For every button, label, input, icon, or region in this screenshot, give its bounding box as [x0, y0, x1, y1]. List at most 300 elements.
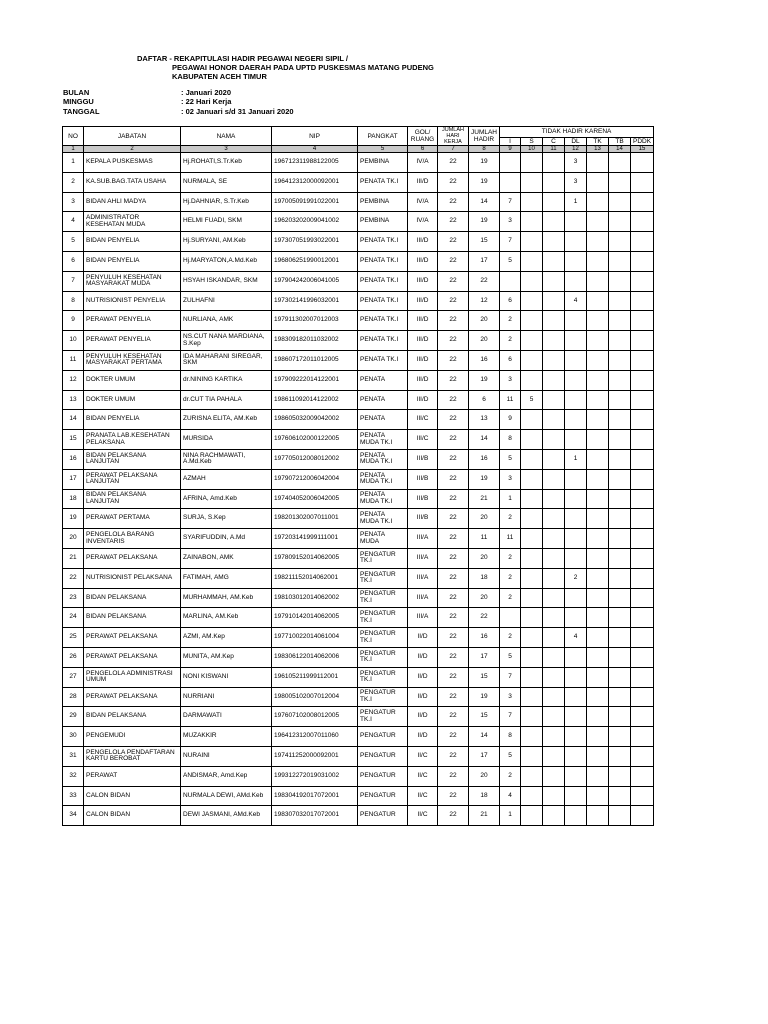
row-pangkat: PENATA MUDA TK.I — [358, 430, 408, 450]
row-nama: MURSIDA — [181, 430, 272, 450]
row-jabatan: PERAWAT PERTAMA — [84, 509, 181, 529]
row-tk — [587, 766, 609, 786]
row-jhk: 22 — [438, 331, 469, 351]
row-s — [521, 687, 543, 707]
row-jabatan: BIDAN PELAKSANA LANJUTAN — [84, 449, 181, 469]
row-nama: MUNITA, AM.Kep — [181, 647, 272, 667]
row-i: 4 — [500, 786, 521, 806]
row-i: 2 — [500, 628, 521, 648]
row-i: 3 — [500, 469, 521, 489]
row-nip: 198611092014122002 — [272, 390, 358, 410]
row-i: 2 — [500, 331, 521, 351]
row-nama: SYARIFUDDIN, A.Md — [181, 529, 272, 549]
row-jabatan: BIDAN AHLI MADYA — [84, 192, 181, 212]
row-no: 31 — [63, 746, 84, 766]
row-nama: NINA RACHMAWATI, A.Md.Keb — [181, 449, 272, 469]
row-no: 4 — [63, 212, 84, 232]
row-no: 21 — [63, 548, 84, 568]
row-dl — [565, 667, 587, 687]
row-jabatan: NUTRISIONIST PENYELIA — [84, 291, 181, 311]
row-nip: 196712311988122005 — [272, 153, 358, 173]
row-nip: 198307032017072001 — [272, 806, 358, 826]
row-jhk: 22 — [438, 390, 469, 410]
row-nip: 196412312000092001 — [272, 172, 358, 192]
meta-row-minggu: MINGGU : 22 Hari Kerja — [63, 97, 232, 107]
row-jhk: 22 — [438, 153, 469, 173]
row-dl: 3 — [565, 153, 587, 173]
row-gol: III/D — [408, 271, 438, 291]
table-row — [63, 232, 654, 252]
row-gol: III/A — [408, 588, 438, 608]
table-row — [63, 449, 654, 469]
row-nip: 196412312007011060 — [272, 727, 358, 747]
row-dl — [565, 251, 587, 271]
row-pddk — [631, 529, 654, 549]
row-gol: IV/A — [408, 153, 438, 173]
row-jabatan: BIDAN PENYELIA — [84, 410, 181, 430]
row-nama: NURMALA DEWI, AMd.Keb — [181, 786, 272, 806]
col-header-no: NO — [63, 127, 84, 146]
row-tb — [609, 667, 631, 687]
row-pddk — [631, 311, 654, 331]
row-i: 6 — [500, 291, 521, 311]
row-nama: NONI KISWANI — [181, 667, 272, 687]
row-gol: III/A — [408, 568, 438, 588]
row-tb — [609, 212, 631, 232]
row-jh: 19 — [469, 687, 500, 707]
row-dl — [565, 232, 587, 252]
row-dl — [565, 311, 587, 331]
row-tk — [587, 232, 609, 252]
row-c — [543, 331, 565, 351]
row-pangkat: PENGATUR TK.I — [358, 588, 408, 608]
row-tb — [609, 647, 631, 667]
row-tk — [587, 548, 609, 568]
row-s — [521, 647, 543, 667]
row-jhk: 22 — [438, 786, 469, 806]
row-nama: Hj.SURYANI, AM.Keb — [181, 232, 272, 252]
row-pangkat: PENGATUR — [358, 746, 408, 766]
row-s — [521, 588, 543, 608]
row-no: 17 — [63, 469, 84, 489]
meta-row-bulan: BULAN : Januari 2020 — [63, 88, 232, 97]
row-gol: III/B — [408, 469, 438, 489]
row-pangkat: PENGATUR TK.I — [358, 568, 408, 588]
row-i: 5 — [500, 251, 521, 271]
row-tk — [587, 489, 609, 509]
row-gol: II/C — [408, 746, 438, 766]
row-dl — [565, 469, 587, 489]
col-header-i: I — [500, 137, 521, 145]
row-nip: 198211152014062001 — [272, 568, 358, 588]
attendance-table — [62, 126, 654, 826]
row-jabatan: PERAWAT — [84, 766, 181, 786]
row-no: 1 — [63, 153, 84, 173]
col-header-jh: JUMLAH HADIR — [469, 127, 500, 146]
row-i: 5 — [500, 746, 521, 766]
row-jabatan: PERAWAT PELAKSANA — [84, 687, 181, 707]
row-pangkat: PENATA MUDA — [358, 529, 408, 549]
row-s — [521, 628, 543, 648]
row-pangkat: PENGATUR — [358, 806, 408, 826]
row-s — [521, 430, 543, 450]
row-jhk: 22 — [438, 608, 469, 628]
row-c — [543, 766, 565, 786]
row-i: 5 — [500, 449, 521, 469]
row-dl — [565, 548, 587, 568]
row-pangkat: PENATA TK.I — [358, 251, 408, 271]
row-jhk: 22 — [438, 806, 469, 826]
row-gol: II/D — [408, 628, 438, 648]
row-jh: 17 — [469, 746, 500, 766]
row-nama: NURMALA, SE — [181, 172, 272, 192]
row-s — [521, 568, 543, 588]
row-jhk: 22 — [438, 430, 469, 450]
row-jhk: 22 — [438, 707, 469, 727]
row-tk — [587, 806, 609, 826]
row-gol: II/C — [408, 766, 438, 786]
row-tb — [609, 291, 631, 311]
col-header-tidak-hadir: TIDAK HADIR KARENA — [500, 127, 654, 138]
row-no: 3 — [63, 192, 84, 212]
row-no: 30 — [63, 727, 84, 747]
row-pangkat: PENGATUR TK.I — [358, 667, 408, 687]
row-s — [521, 331, 543, 351]
row-jh: 22 — [469, 608, 500, 628]
table-row — [63, 489, 654, 509]
row-jhk: 22 — [438, 766, 469, 786]
table-row — [63, 331, 654, 351]
table-row — [63, 251, 654, 271]
table-row — [63, 192, 654, 212]
row-jhk: 22 — [438, 628, 469, 648]
row-jhk: 22 — [438, 311, 469, 331]
row-jabatan: ADMINISTRATOR KESEHATAN MUDA — [84, 212, 181, 232]
row-jabatan: PENYULUH KESEHATAN MASYARAKAT MUDA — [84, 271, 181, 291]
row-s — [521, 153, 543, 173]
row-pangkat: PENGATUR TK.I — [358, 628, 408, 648]
table-row — [63, 350, 654, 370]
row-tk — [587, 271, 609, 291]
row-s — [521, 746, 543, 766]
row-jhk: 22 — [438, 529, 469, 549]
row-nip: 197710022014061004 — [272, 628, 358, 648]
row-pddk — [631, 786, 654, 806]
row-tb — [609, 707, 631, 727]
row-tk — [587, 350, 609, 370]
row-pddk — [631, 588, 654, 608]
row-pangkat: PEMBINA — [358, 192, 408, 212]
row-no: 34 — [63, 806, 84, 826]
row-jhk: 22 — [438, 370, 469, 390]
row-no: 5 — [63, 232, 84, 252]
row-pangkat: PENGATUR TK.I — [358, 548, 408, 568]
row-gol: III/D — [408, 172, 438, 192]
row-jhk: 22 — [438, 251, 469, 271]
row-dl — [565, 271, 587, 291]
table-row — [63, 628, 654, 648]
row-nip: 197607102008012005 — [272, 707, 358, 727]
row-jh: 20 — [469, 509, 500, 529]
row-s — [521, 548, 543, 568]
meta-row-tanggal: TANGGAL : 02 Januari s/d 31 Januari 2020 — [63, 106, 294, 116]
row-dl — [565, 212, 587, 232]
row-pddk — [631, 568, 654, 588]
doc-title-line2: PEGAWAI HONOR DAERAH PADA UPTD PUSKESMAS MATANG PUDENG — [172, 63, 434, 72]
row-pangkat: PENATA — [358, 410, 408, 430]
table-row — [63, 469, 654, 489]
row-nip: 198607172011012005 — [272, 350, 358, 370]
row-jabatan: PENGELOLA ADMINISTRASI UMUM — [84, 667, 181, 687]
row-i: 7 — [500, 707, 521, 727]
row-c — [543, 232, 565, 252]
row-jh: 20 — [469, 588, 500, 608]
row-c — [543, 251, 565, 271]
table-row — [63, 390, 654, 410]
row-no: 9 — [63, 311, 84, 331]
row-gol: III/D — [408, 291, 438, 311]
row-tk — [587, 390, 609, 410]
row-tk — [587, 687, 609, 707]
row-pangkat: PENATA TK.I — [358, 172, 408, 192]
row-tk — [587, 509, 609, 529]
col-header-jhk: JUMLAH HARI KERJA — [438, 127, 469, 146]
row-no: 19 — [63, 509, 84, 529]
row-i: 3 — [500, 687, 521, 707]
row-dl — [565, 370, 587, 390]
row-nip: 197904242006041005 — [272, 271, 358, 291]
table-row — [63, 588, 654, 608]
row-gol: II/D — [408, 687, 438, 707]
row-jabatan: PERAWAT PELAKSANA LANJUTAN — [84, 469, 181, 489]
row-pddk — [631, 766, 654, 786]
row-c — [543, 529, 565, 549]
row-no: 14 — [63, 410, 84, 430]
row-nip: 197307051993022001 — [272, 232, 358, 252]
row-jabatan: PERAWAT PELAKSANA — [84, 647, 181, 667]
row-no: 20 — [63, 529, 84, 549]
row-nama: dr.NINING KARTIKA — [181, 370, 272, 390]
table-row — [63, 509, 654, 529]
row-tb — [609, 153, 631, 173]
row-i — [500, 608, 521, 628]
row-tk — [587, 588, 609, 608]
row-jh: 21 — [469, 806, 500, 826]
row-jh: 18 — [469, 786, 500, 806]
row-tb — [609, 331, 631, 351]
table-body — [63, 153, 654, 826]
col-header-gol: GOL/ RUANG — [408, 127, 438, 146]
row-tb — [609, 350, 631, 370]
row-pangkat: PENATA TK.I — [358, 291, 408, 311]
row-s — [521, 806, 543, 826]
row-gol: III/D — [408, 232, 438, 252]
row-tb — [609, 727, 631, 747]
row-jabatan: PENYULUH KESEHATAN MASYARAKAT PERTAMA — [84, 350, 181, 370]
row-gol: III/D — [408, 350, 438, 370]
row-tk — [587, 291, 609, 311]
row-jh: 20 — [469, 331, 500, 351]
table-row — [63, 667, 654, 687]
row-jhk: 22 — [438, 746, 469, 766]
row-c — [543, 370, 565, 390]
row-nip: 197909222014122001 — [272, 370, 358, 390]
row-tb — [609, 786, 631, 806]
row-jh: 19 — [469, 172, 500, 192]
row-nip: 199312272019031002 — [272, 766, 358, 786]
row-no: 8 — [63, 291, 84, 311]
row-dl — [565, 509, 587, 529]
row-jh: 18 — [469, 568, 500, 588]
row-gol: II/C — [408, 786, 438, 806]
row-jh: 14 — [469, 727, 500, 747]
col-header-c: C — [543, 137, 565, 145]
table-row — [63, 746, 654, 766]
row-nip: 197411252000092001 — [272, 746, 358, 766]
row-jabatan: PENGEMUDI — [84, 727, 181, 747]
row-no: 11 — [63, 350, 84, 370]
row-no: 27 — [63, 667, 84, 687]
row-nama: DARMAWATI — [181, 707, 272, 727]
row-c — [543, 172, 565, 192]
row-c — [543, 212, 565, 232]
row-tb — [609, 509, 631, 529]
row-tk — [587, 430, 609, 450]
row-s — [521, 529, 543, 549]
row-nama: DEWI JASMANI, AMd.Keb — [181, 806, 272, 826]
row-jhk: 22 — [438, 667, 469, 687]
period-info — [63, 88, 294, 116]
row-c — [543, 509, 565, 529]
row-tk — [587, 331, 609, 351]
row-jh: 6 — [469, 390, 500, 410]
row-nama: Hj.MARYATON,A.Md.Keb — [181, 251, 272, 271]
row-pddk — [631, 667, 654, 687]
row-pddk — [631, 390, 654, 410]
row-dl — [565, 588, 587, 608]
row-jabatan: CALON BIDAN — [84, 806, 181, 826]
row-tb — [609, 449, 631, 469]
row-i: 2 — [500, 509, 521, 529]
row-nama: AZMI, AM.Kep — [181, 628, 272, 648]
row-tb — [609, 390, 631, 410]
table-row — [63, 647, 654, 667]
row-dl — [565, 707, 587, 727]
row-gol: III/B — [408, 489, 438, 509]
row-c — [543, 489, 565, 509]
row-tk — [587, 786, 609, 806]
row-no: 10 — [63, 331, 84, 351]
row-pddk — [631, 687, 654, 707]
row-jh: 16 — [469, 449, 500, 469]
row-tk — [587, 608, 609, 628]
col-header-dl: DL — [565, 137, 587, 145]
row-jhk: 22 — [438, 291, 469, 311]
row-tk — [587, 251, 609, 271]
col-header-pddk: PDDK — [631, 137, 654, 145]
row-pangkat: PENATA MUDA TK.I — [358, 509, 408, 529]
row-dl — [565, 489, 587, 509]
row-dl: 1 — [565, 192, 587, 212]
row-pddk — [631, 449, 654, 469]
row-jabatan: KEPALA PUSKESMAS — [84, 153, 181, 173]
row-jh: 22 — [469, 271, 500, 291]
row-c — [543, 192, 565, 212]
row-i: 2 — [500, 311, 521, 331]
row-pangkat: PENATA TK.I — [358, 271, 408, 291]
row-i: 2 — [500, 568, 521, 588]
row-pangkat: PENATA TK.I — [358, 350, 408, 370]
row-tk — [587, 172, 609, 192]
row-jabatan: DOKTER UMUM — [84, 390, 181, 410]
row-jhk: 22 — [438, 548, 469, 568]
row-jhk: 22 — [438, 271, 469, 291]
row-dl — [565, 430, 587, 450]
row-nip: 198309182011032002 — [272, 331, 358, 351]
row-pddk — [631, 707, 654, 727]
row-jhk: 22 — [438, 727, 469, 747]
row-no: 2 — [63, 172, 84, 192]
row-jabatan: PRANATA LAB.KESEHATAN PELAKSANA — [84, 430, 181, 450]
row-dl — [565, 350, 587, 370]
row-i: 6 — [500, 350, 521, 370]
row-nip: 198306122014062006 — [272, 647, 358, 667]
row-pddk — [631, 291, 654, 311]
row-c — [543, 727, 565, 747]
row-gol: II/D — [408, 707, 438, 727]
row-jhk: 22 — [438, 647, 469, 667]
row-no: 22 — [63, 568, 84, 588]
row-dl — [565, 529, 587, 549]
row-dl: 3 — [565, 172, 587, 192]
row-jhk: 22 — [438, 687, 469, 707]
row-nama: MUZAKKIR — [181, 727, 272, 747]
row-pangkat: PENATA TK.I — [358, 311, 408, 331]
row-jabatan: CALON BIDAN — [84, 786, 181, 806]
row-jabatan: DOKTER UMUM — [84, 370, 181, 390]
col-header-pangkat: PANGKAT — [358, 127, 408, 146]
row-nip: 198304192017072001 — [272, 786, 358, 806]
row-pangkat: PENGATUR TK.I — [358, 687, 408, 707]
row-s: 5 — [521, 390, 543, 410]
row-pangkat: PENGATUR — [358, 766, 408, 786]
row-s — [521, 489, 543, 509]
row-dl — [565, 647, 587, 667]
row-s — [521, 172, 543, 192]
row-nip: 198103012014062002 — [272, 588, 358, 608]
col-header-tb: TB — [609, 137, 631, 145]
row-nama: AFRINA, Amd.Keb — [181, 489, 272, 509]
row-i: 3 — [500, 370, 521, 390]
row-i — [500, 271, 521, 291]
row-jhk: 22 — [438, 489, 469, 509]
row-c — [543, 469, 565, 489]
row-nip: 197005091991022001 — [272, 192, 358, 212]
table-row — [63, 707, 654, 727]
row-gol: III/A — [408, 608, 438, 628]
row-nip: 197203141999111001 — [272, 529, 358, 549]
row-jh: 17 — [469, 647, 500, 667]
row-pangkat: PENATA — [358, 390, 408, 410]
row-tb — [609, 806, 631, 826]
row-s — [521, 667, 543, 687]
table-row — [63, 806, 654, 826]
row-s — [521, 449, 543, 469]
row-tk — [587, 212, 609, 232]
row-jhk: 22 — [438, 232, 469, 252]
row-jhk: 22 — [438, 172, 469, 192]
table-row — [63, 153, 654, 173]
